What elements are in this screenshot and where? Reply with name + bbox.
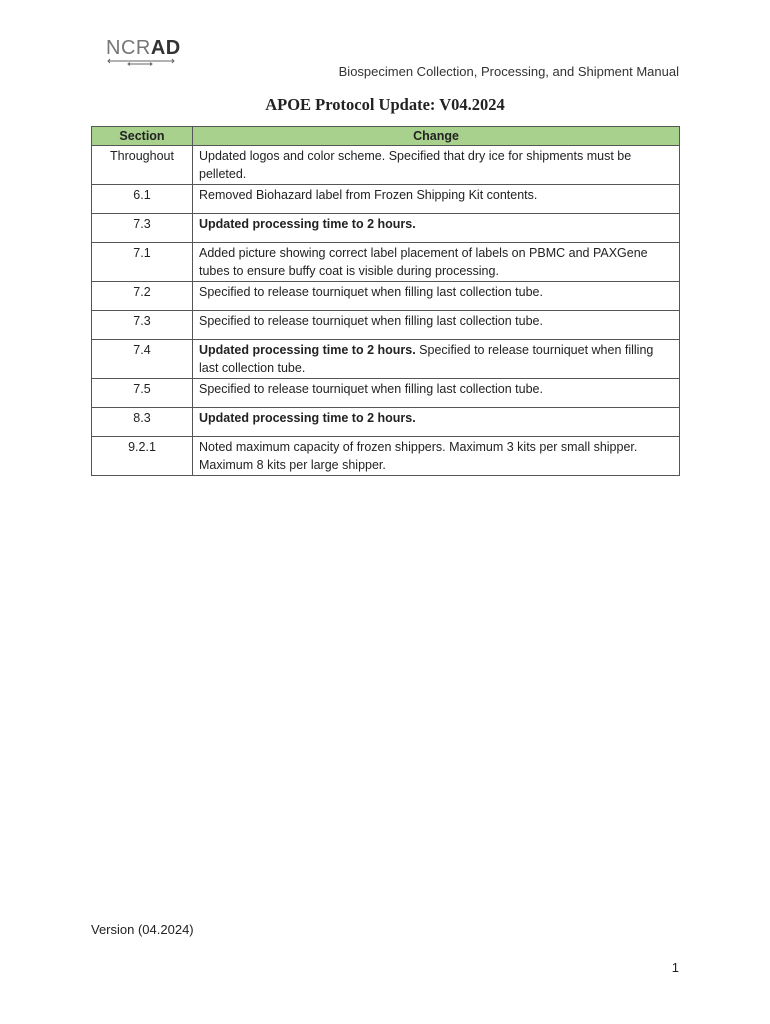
- footer-version: Version (04.2024): [91, 922, 194, 937]
- section-cell: 9.2.1: [92, 437, 193, 476]
- section-cell: 7.3: [92, 214, 193, 243]
- change-text: Specified to release tourniquet when filling last collection tube.: [199, 314, 543, 328]
- table-row: [92, 408, 680, 437]
- change-text: Specified to release tourniquet when filling last collection tube.: [199, 343, 654, 375]
- change-bold-text: Updated processing time to 2 hours.: [199, 217, 416, 231]
- logo-text-part1: NCR: [106, 37, 151, 59]
- change-cell: [193, 340, 680, 379]
- change-cell: [193, 214, 680, 243]
- change-text: Specified to release tourniquet when filling last collection tube.: [199, 382, 543, 396]
- section-cell: 7.3: [92, 311, 193, 340]
- change-column-header: Change: [193, 127, 680, 146]
- change-cell: [193, 408, 680, 437]
- logo-arrows-graphic: [106, 58, 176, 68]
- table-header-row: [92, 127, 680, 146]
- running-header: Biospecimen Collection, Processing, and Shipment Manual: [338, 64, 679, 79]
- change-cell: [193, 146, 680, 185]
- table-row: [92, 146, 680, 185]
- section-cell: Throughout: [92, 146, 193, 185]
- change-log-table: [91, 126, 680, 476]
- change-cell: [193, 243, 680, 282]
- change-text: Noted maximum capacity of frozen shippers. Maximum 3 kits per small shipper. Maximum 8 kits per large shipper.: [199, 440, 638, 472]
- logo-text-part2: AD: [150, 37, 181, 59]
- table-row: [92, 282, 680, 311]
- change-text: Specified to release tourniquet when filling last collection tube.: [199, 285, 543, 299]
- section-cell: 7.2: [92, 282, 193, 311]
- table-row: [92, 185, 680, 214]
- section-cell: 7.1: [92, 243, 193, 282]
- change-text: Added picture showing correct label placement of labels on PBMC and PAXGene tubes to ensure buffy coat is visible during processing.: [199, 246, 648, 278]
- table-row: [92, 340, 680, 379]
- change-cell: [193, 437, 680, 476]
- table-row: [92, 243, 680, 282]
- section-cell: 6.1: [92, 185, 193, 214]
- document-title: APOE Protocol Update: V04.2024: [265, 95, 505, 114]
- table-row: [92, 311, 680, 340]
- change-cell: [193, 185, 680, 214]
- change-cell: [193, 282, 680, 311]
- page-number: 1: [671, 960, 679, 975]
- section-cell: 7.4: [92, 340, 193, 379]
- change-text: Updated logos and color scheme. Specified that dry ice for shipments must be pelleted.: [199, 149, 632, 181]
- change-bold-text: Updated processing time to 2 hours.: [199, 411, 416, 425]
- logo-text: [106, 37, 181, 59]
- ncrad-logo: [106, 37, 181, 68]
- change-cell: [193, 379, 680, 408]
- section-cell: 8.3: [92, 408, 193, 437]
- table-row: [92, 379, 680, 408]
- change-bold-text: Updated processing time to 2 hours.: [199, 343, 416, 357]
- section-cell: 7.5: [92, 379, 193, 408]
- change-cell: [193, 311, 680, 340]
- table-row: [92, 214, 680, 243]
- change-text: Removed Biohazard label from Frozen Shipping Kit contents.: [199, 188, 538, 202]
- section-column-header: Section: [92, 127, 193, 146]
- table-row: [92, 437, 680, 476]
